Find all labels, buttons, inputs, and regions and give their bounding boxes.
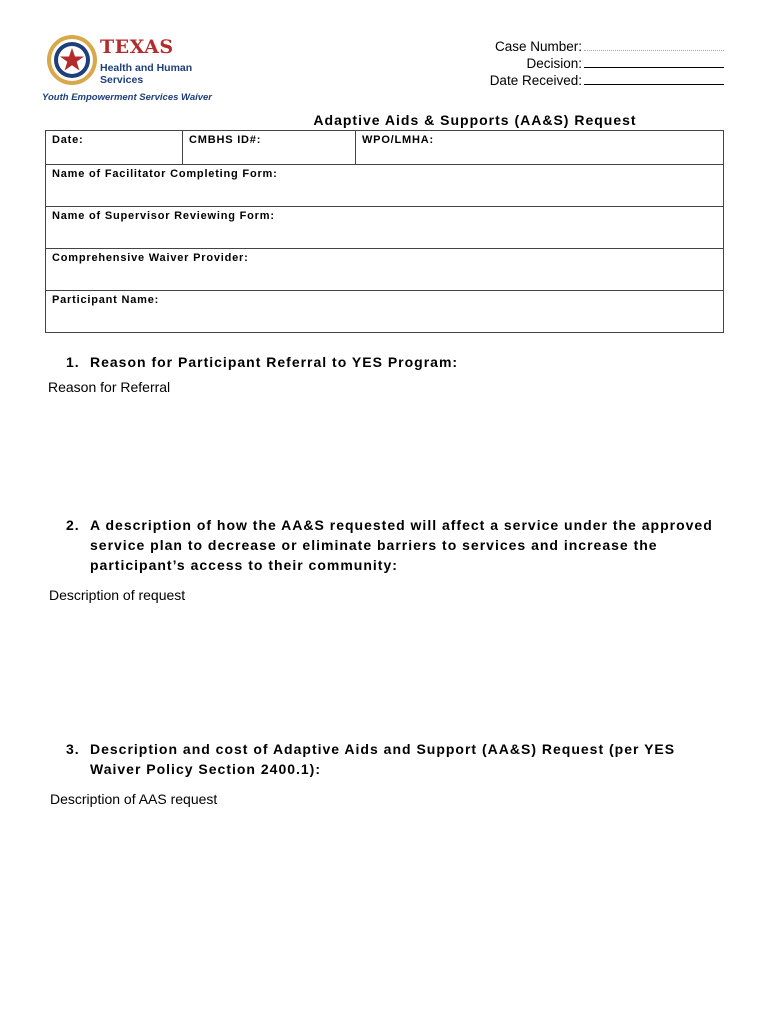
section-1-heading xyxy=(66,352,726,372)
date-cell[interactable] xyxy=(46,131,183,165)
logo-tagline: Youth Empowerment Services Waiver xyxy=(42,92,213,103)
date-received-label: Date Received: xyxy=(489,73,582,88)
section-2-heading xyxy=(66,515,726,575)
section-1-title: Reason for Participant Referral to YES Program: xyxy=(90,354,459,370)
facilitator-cell[interactable] xyxy=(46,165,724,207)
case-number-field[interactable] xyxy=(584,38,724,51)
form-title: Adaptive Aids & Supports (AA&S) Request xyxy=(313,112,637,128)
case-info-block xyxy=(490,38,724,89)
decision-label: Decision: xyxy=(526,56,582,71)
section-3-title: Description and cost of Adaptive Aids and Support (AA&S) Request (per YES Waiver Policy Section 2400.1): xyxy=(90,741,676,777)
participant-info-table xyxy=(45,130,724,333)
section-1-number: 1. xyxy=(66,354,80,370)
wpo-lmha-label: WPO/LMHA: xyxy=(362,134,434,146)
supervisor-cell[interactable] xyxy=(46,207,724,249)
wpo-lmha-cell[interactable] xyxy=(356,131,724,165)
date-received-field[interactable] xyxy=(584,72,724,85)
section-2-number: 2. xyxy=(66,517,80,533)
logo-line-1: Health and Human xyxy=(100,62,193,74)
provider-cell[interactable] xyxy=(46,249,724,291)
provider-label: Comprehensive Waiver Provider: xyxy=(52,252,249,264)
cmbhs-id-cell[interactable] xyxy=(183,131,356,165)
logo-title: TEXAS xyxy=(100,36,174,58)
logo-line-2: Services xyxy=(100,74,144,86)
participant-label: Participant Name: xyxy=(52,294,160,306)
description-of-aas-request-field[interactable]: Description of AAS request xyxy=(50,791,218,807)
supervisor-label: Name of Supervisor Reviewing Form: xyxy=(52,210,275,222)
decision-field[interactable] xyxy=(584,55,724,68)
case-number-row xyxy=(490,38,724,55)
case-number-label: Case Number: xyxy=(494,39,582,54)
date-received-row xyxy=(490,72,724,89)
texas-seal-icon xyxy=(46,34,98,86)
cmbhs-id-label: CMBHS ID#: xyxy=(189,134,262,146)
description-of-request-field[interactable]: Description of request xyxy=(49,587,186,603)
hhs-logo xyxy=(44,34,244,110)
facilitator-label: Name of Facilitator Completing Form: xyxy=(52,168,278,180)
decision-row xyxy=(490,55,724,72)
date-label: Date: xyxy=(52,134,84,146)
section-2-title: A description of how the AA&S requested will affect a service under the approved service plan to decrease or eliminate barriers to services and increase the participant’s access to their community: xyxy=(90,517,713,573)
section-3-number: 3. xyxy=(66,741,80,757)
section-3-heading xyxy=(66,739,726,779)
participant-cell[interactable] xyxy=(46,291,724,333)
reason-for-referral-field[interactable]: Reason for Referral xyxy=(48,379,171,395)
